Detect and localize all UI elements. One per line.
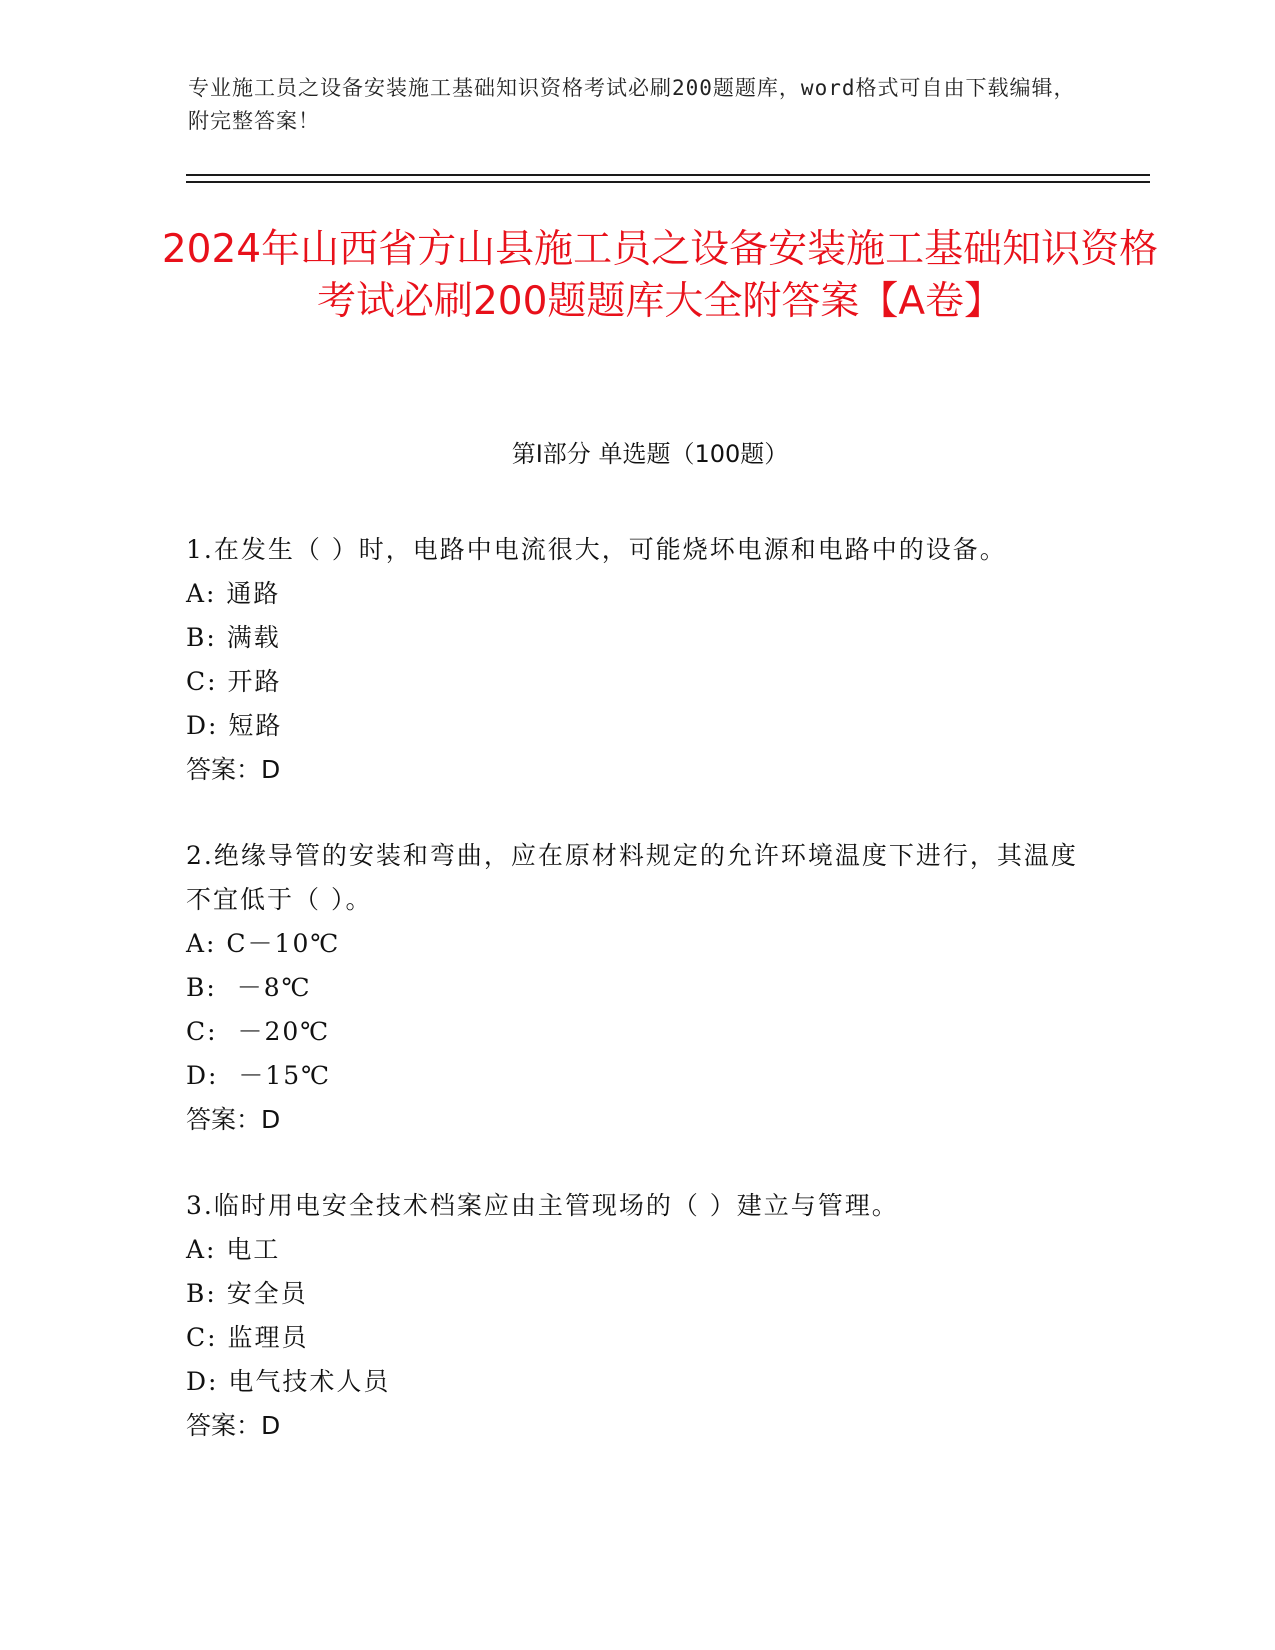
question-3	[186, 1184, 1086, 1448]
question-stem: 3.临时用电安全技术档案应由主管现场的（ ）建立与管理。	[186, 1191, 899, 1220]
answer: 答案：D	[186, 1105, 281, 1134]
option-a: A: C－10℃	[186, 929, 341, 958]
header-rule-bottom	[186, 181, 1150, 183]
header-rule-top	[186, 174, 1150, 176]
option-c: C: 监理员	[186, 1323, 309, 1352]
option-a: A: 通路	[186, 579, 281, 608]
question-stem: 1.在发生（ ）时，电路中电流很大，可能烧坏电源和电路中的设备。	[186, 535, 1007, 564]
section-heading: 第I部分 单选题（100题）	[511, 440, 789, 468]
option-b: B: 满载	[186, 623, 281, 652]
answer: 答案：D	[186, 755, 281, 784]
question-list	[186, 528, 1086, 1490]
option-a: A: 电工	[186, 1235, 281, 1264]
option-b: B: －8℃	[186, 973, 312, 1002]
option-b: B: 安全员	[186, 1279, 308, 1308]
document-title: 2024年山西省方山县施工员之设备安装施工基础知识资格考试必刷200题题库大全附答案【A卷】	[161, 227, 1159, 324]
question-2	[186, 834, 1086, 1142]
option-d: D: －15℃	[186, 1061, 332, 1090]
option-d: D: 电气技术人员	[186, 1367, 391, 1396]
option-c: C: 开路	[186, 667, 282, 696]
option-c: C: －20℃	[186, 1017, 331, 1046]
question-stem: 2.绝缘导管的安装和弯曲，应在原材料规定的允许环境温度下进行，其温度不宜低于（ ）。	[186, 841, 1078, 914]
question-1	[186, 528, 1086, 792]
answer: 答案：D	[186, 1411, 281, 1440]
option-d: D: 短路	[186, 711, 283, 740]
header-note: 专业施工员之设备安装施工基础知识资格考试必刷200题题库，word格式可自由下载编辑，附完整答案！	[188, 76, 1076, 133]
